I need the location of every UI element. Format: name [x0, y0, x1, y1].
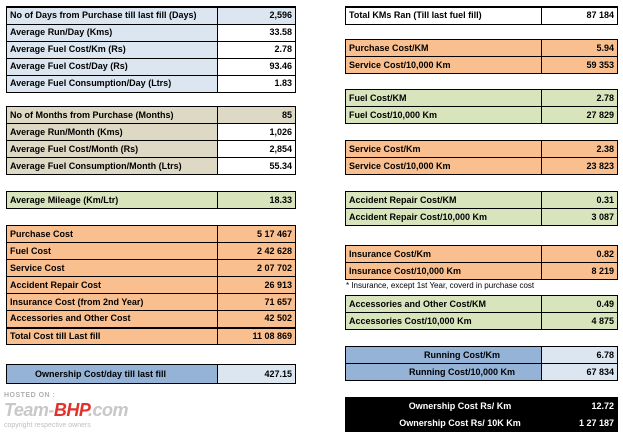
- running-table: [345, 346, 618, 381]
- row-label: Average Fuel Cost/Km (Rs): [7, 41, 218, 58]
- row-value[interactable]: 42 502: [218, 311, 296, 328]
- row-label: Service Cost/10,000 Km: [346, 57, 542, 74]
- row-label: Accident Repair Cost/KM: [346, 192, 542, 209]
- table-row: [7, 124, 296, 141]
- table-row: [346, 246, 618, 263]
- watermark-hosted-label: HOSTED ON :: [4, 392, 56, 399]
- table-row: [346, 141, 618, 158]
- row-value[interactable]: 93.46: [218, 58, 296, 75]
- table-row: [346, 415, 618, 432]
- ownership-day-table: [6, 364, 296, 384]
- table-row: [346, 107, 618, 124]
- table-row: [7, 365, 296, 384]
- row-value[interactable]: 87 184: [542, 7, 618, 24]
- table-row: [346, 263, 618, 280]
- row-value[interactable]: 0.82: [542, 246, 618, 263]
- row-value[interactable]: 2,596: [218, 7, 296, 24]
- table-row: [346, 158, 618, 175]
- row-value[interactable]: 0.31: [542, 192, 618, 209]
- days-table: [6, 6, 296, 93]
- row-label: No of Days from Purchase till last fill (Days): [7, 7, 218, 24]
- row-value[interactable]: 2.38: [542, 141, 618, 158]
- row-label: Service Cost/10,000 Km: [346, 158, 542, 175]
- table-row: [7, 311, 296, 328]
- table-row: [7, 192, 296, 209]
- table-row: [346, 57, 618, 74]
- row-label: Average Fuel Cost/Day (Rs): [7, 58, 218, 75]
- row-value[interactable]: 6.78: [542, 347, 618, 364]
- months-table: [6, 106, 296, 175]
- watermark-copyright: copyright respective owners: [4, 422, 91, 429]
- row-value[interactable]: 1 27 187: [542, 415, 618, 432]
- table-row: [7, 107, 296, 124]
- table-row: [7, 41, 296, 58]
- table-row: [7, 226, 296, 243]
- row-value[interactable]: 427.15: [218, 365, 296, 384]
- row-value[interactable]: 0.49: [542, 296, 618, 313]
- ownership-table: [345, 397, 618, 432]
- team-bhp-watermark: [0, 392, 300, 432]
- fuel-table: [345, 89, 618, 124]
- purchase-service-table: [345, 39, 618, 74]
- table-row: [346, 364, 618, 381]
- table-row: [346, 398, 618, 415]
- watermark-logo-com: .com: [88, 400, 129, 420]
- row-label: Total KMs Ran (Till last fuel fill): [346, 7, 542, 24]
- row-label: Purchase Cost/KM: [346, 40, 542, 57]
- row-label: Fuel Cost/10,000 Km: [346, 107, 542, 124]
- watermark-logo: [4, 400, 128, 421]
- row-label: Average Run/Month (Kms): [7, 124, 218, 141]
- table-row: [7, 141, 296, 158]
- row-label: Insurance Cost/10,000 Km: [346, 263, 542, 280]
- table-row: [7, 24, 296, 41]
- table-row: [7, 158, 296, 175]
- row-value[interactable]: 5 17 467: [218, 226, 296, 243]
- row-value[interactable]: 3 087: [542, 209, 618, 226]
- table-row: [7, 328, 296, 345]
- row-label: Average Fuel Cost/Month (Rs): [7, 141, 218, 158]
- row-label: Accident Repair Cost: [7, 277, 218, 294]
- table-row: [7, 260, 296, 277]
- row-value[interactable]: 26 913: [218, 277, 296, 294]
- table-row: [7, 75, 296, 92]
- row-value[interactable]: 71 657: [218, 294, 296, 311]
- row-label: Running Cost/10,000 Km: [346, 364, 542, 381]
- row-label: Running Cost/Km: [346, 347, 542, 364]
- table-row: [346, 313, 618, 330]
- row-value[interactable]: 11 08 869: [218, 328, 296, 345]
- row-label: Ownership Cost Rs/ 10K Km: [346, 415, 542, 432]
- row-value[interactable]: 55.34: [218, 158, 296, 175]
- row-label: Total Cost till Last fill: [7, 328, 218, 345]
- table-row: [346, 209, 618, 226]
- table-row: [346, 296, 618, 313]
- row-label: Insurance Cost/Km: [346, 246, 542, 263]
- table-row: [7, 277, 296, 294]
- accident-table: [345, 191, 618, 226]
- table-row: [346, 7, 618, 24]
- row-value[interactable]: 2.78: [542, 90, 618, 107]
- row-value[interactable]: 2.78: [218, 41, 296, 58]
- row-value[interactable]: 59 353: [542, 57, 618, 74]
- watermark-logo-team: Team-: [4, 400, 54, 420]
- row-value[interactable]: 18.33: [218, 192, 296, 209]
- row-value[interactable]: 4 875: [542, 313, 618, 330]
- row-value[interactable]: 2 42 628: [218, 243, 296, 260]
- row-label: Insurance Cost (from 2nd Year): [7, 294, 218, 311]
- watermark-logo-bhp: BHP: [53, 400, 89, 420]
- cost-table: [6, 225, 296, 345]
- insurance-footnote: * Insurance, except 1st Year, coverd in purchase cost: [346, 281, 535, 290]
- table-row: [346, 90, 618, 107]
- row-label: Purchase Cost: [7, 226, 218, 243]
- row-label: Accessories and Other Cost/KM: [346, 296, 542, 313]
- row-label: Average Mileage (Km/Ltr): [7, 192, 218, 209]
- row-value[interactable]: 85: [218, 107, 296, 124]
- row-value[interactable]: 1.83: [218, 75, 296, 92]
- row-label: Service Cost: [7, 260, 218, 277]
- row-value[interactable]: 27 829: [542, 107, 618, 124]
- table-row: [346, 40, 618, 57]
- service-table: [345, 140, 618, 175]
- row-value[interactable]: 33.58: [218, 24, 296, 41]
- row-value[interactable]: 1,026: [218, 124, 296, 141]
- row-value[interactable]: 12.72: [542, 398, 618, 415]
- accessories-table: [345, 295, 618, 330]
- row-label: Average Run/Day (Kms): [7, 24, 218, 41]
- table-row: [7, 58, 296, 75]
- row-label: Ownership Cost Rs/ Km: [346, 398, 542, 415]
- row-value[interactable]: 8 219: [542, 263, 618, 280]
- table-row: [346, 192, 618, 209]
- row-label: Average Fuel Consumption/Day (Ltrs): [7, 75, 218, 92]
- row-value[interactable]: 2,854: [218, 141, 296, 158]
- row-label: Accessories and Other Cost: [7, 311, 218, 328]
- row-label: Service Cost/Km: [346, 141, 542, 158]
- total-kms-table: [345, 6, 618, 25]
- row-value[interactable]: 5.94: [542, 40, 618, 57]
- row-label: Fuel Cost/KM: [346, 90, 542, 107]
- row-label: Fuel Cost: [7, 243, 218, 260]
- mileage-table: [6, 191, 296, 209]
- table-row: [346, 347, 618, 364]
- table-row: [7, 294, 296, 311]
- row-label: No of Months from Purchase (Months): [7, 107, 218, 124]
- insurance-table: [345, 245, 618, 280]
- row-label: Accident Repair Cost/10,000 Km: [346, 209, 542, 226]
- table-row: [7, 7, 296, 24]
- row-label: Accessories Cost/10,000 Km: [346, 313, 542, 330]
- row-value[interactable]: 23 823: [542, 158, 618, 175]
- row-value[interactable]: 67 834: [542, 364, 618, 381]
- row-label: Ownership Cost/day till last fill: [7, 365, 218, 384]
- row-label: Average Fuel Consumption/Month (Ltrs): [7, 158, 218, 175]
- row-value[interactable]: 2 07 702: [218, 260, 296, 277]
- table-row: [7, 243, 296, 260]
